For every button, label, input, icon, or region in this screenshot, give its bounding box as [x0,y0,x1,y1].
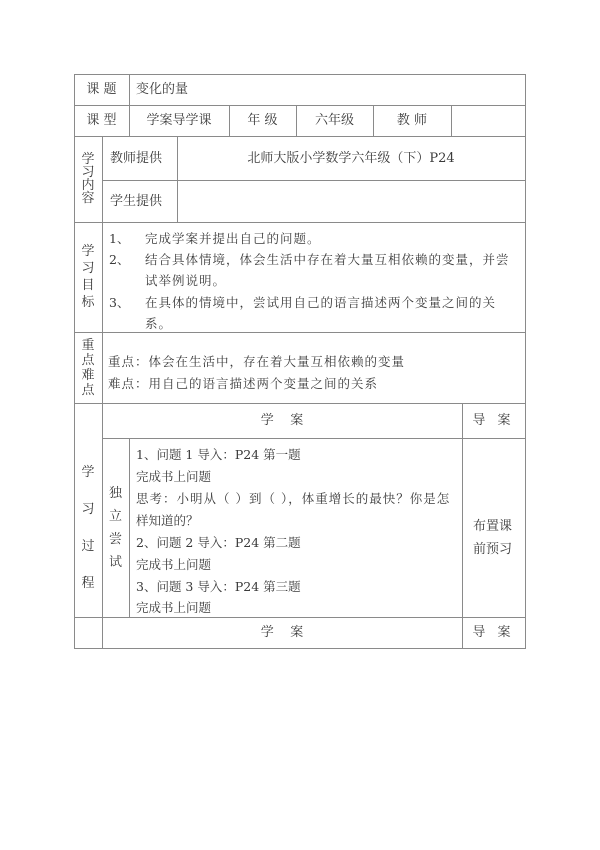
label-char: 目 [81,278,95,293]
type-label: 课 型 [86,113,117,128]
study-plan-header-footer: 学 案 [260,625,304,640]
process-line: 完成书上问题 [136,557,212,572]
label-char: 立 [108,508,122,524]
label-char: 程 [81,575,95,591]
student-provides-label: 学生提供 [110,193,163,209]
row-divider [74,222,526,223]
guide-text: 布置课 [473,519,513,534]
label-char: 尝 [108,531,122,547]
content-section-label [74,136,102,222]
process-line: 完成书上问题 [136,600,212,615]
label-char: 过 [81,538,95,554]
label-char: 标 [81,295,95,310]
independent-try-label [102,438,129,617]
process-line: 样知道的？ [136,513,199,528]
objective-num: 3、 [109,295,130,310]
student-provides-value [177,180,525,222]
table-border-right [525,74,526,649]
col-divider [462,403,463,649]
keypoints-section-label [74,332,102,403]
label-char: 重 [81,337,95,353]
label-char: 学 [81,152,95,167]
type-value: 学案导学课 [146,113,212,128]
topic-label: 课 题 [86,82,117,97]
process-section-label [74,438,102,617]
objective-text: 系。 [145,316,173,331]
objective-text: 完成学案并提出自己的问题。 [145,231,321,246]
label-char: 习 [81,165,95,180]
study-plan-header: 学 案 [260,413,304,428]
label-char: 内 [81,178,95,193]
key-point: 重点：体会在生活中，存在着大量互相依赖的变量 [108,354,406,369]
teacher-label: 教 师 [396,113,428,128]
guide-plan-header: 导 案 [472,413,515,428]
label-char: 难 [81,367,95,383]
label-char: 学 [81,244,95,259]
topic-value: 变化的量 [136,82,189,97]
difficult-point: 难点：用自己的语言描述两个变量之间的关系 [108,376,379,391]
guide-text: 前预习 [473,542,513,557]
process-line: 2、问题 2 导入：P24 第二题 [136,535,301,550]
teacher-value [451,105,525,136]
process-line: 3、问题 3 导入：P24 第三题 [136,579,301,594]
label-char: 试 [108,554,122,570]
teacher-provides-value: 北师大版小学数学六年级（下）P24 [247,150,455,166]
grade-value: 六年级 [314,113,354,128]
process-line: 完成书上问题 [136,469,212,484]
label-char: 点 [81,352,95,368]
label-char: 学 [81,464,95,480]
grade-label: 年 级 [247,113,278,128]
label-char: 容 [81,191,95,206]
label-char: 点 [81,382,95,398]
objective-num: 2、 [109,252,130,267]
teacher-provides-label: 教师提供 [110,150,163,166]
label-char: 习 [81,261,95,276]
guide-plan-header-footer: 导 案 [472,625,515,640]
objectives-section-label [74,222,102,332]
objective-text: 结合具体情境，体会生活中存在着大量互相依赖的变量，并尝 [145,252,510,267]
col-divider [129,438,130,617]
objective-text: 在具体的情境中，尝试用自己的语言描述两个变量之间的关 [145,295,497,310]
process-line: 1、问题 1 导入：P24 第一题 [136,447,301,462]
label-char: 习 [81,501,95,517]
table-border-bottom [74,648,526,649]
process-line: 思考：小明从（ ）到（ ），体重增长的最快？你是怎 [136,491,451,506]
objective-num: 1、 [109,231,130,246]
row-divider [74,332,526,333]
label-char: 独 [108,485,122,501]
objective-text: 试举例说明。 [145,273,227,288]
